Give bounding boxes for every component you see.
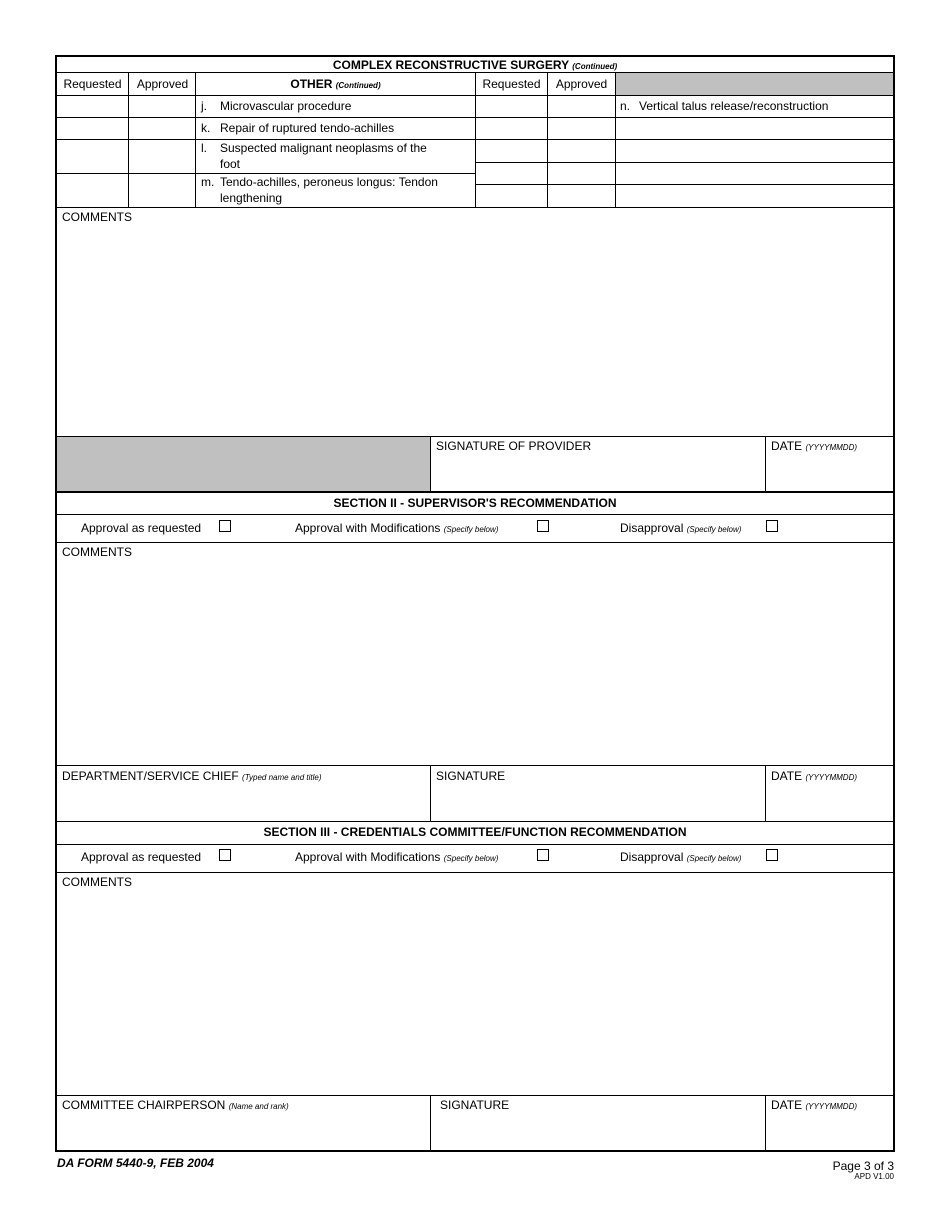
item-j-letter: j. xyxy=(201,99,207,113)
divider xyxy=(476,184,893,185)
item-j-label: Microvascular procedure xyxy=(220,99,352,113)
item-n-letter: n. xyxy=(620,99,631,113)
item-j-requested-cell[interactable] xyxy=(58,96,128,117)
s2-signature-label: SIGNATURE xyxy=(436,769,506,783)
section3-title: SECTION III - CREDENTIALS COMMITTEE/FUNCTION RECOMMENDATION xyxy=(263,825,687,839)
form-id: DA FORM 5440-9, FEB 2004 xyxy=(57,1156,214,1170)
s3-disapproval-checkbox[interactable] xyxy=(766,849,778,861)
divider xyxy=(765,437,766,491)
col-requested-header-right: Requested xyxy=(482,77,541,91)
s3-chair-field[interactable] xyxy=(58,1114,429,1149)
provider-signature-label: SIGNATURE OF PROVIDER xyxy=(436,439,592,453)
divider xyxy=(57,765,893,766)
item-j-approved-cell[interactable] xyxy=(129,96,195,117)
s2-approval-checkbox[interactable] xyxy=(219,520,231,532)
item-k-requested-cell[interactable] xyxy=(58,118,128,139)
item-m-letter: m. xyxy=(201,175,215,189)
s3-modifications-checkbox[interactable] xyxy=(537,849,549,861)
s3-approval-label: Approval as requested xyxy=(81,850,202,864)
shaded-header-cell xyxy=(616,73,893,95)
complex-surgery-title: COMPLEX RECONSTRUCTIVE SURGERY (Continued) xyxy=(332,58,618,72)
item-l-label-cont: foot xyxy=(220,157,241,171)
item-l-label: Suspected malignant neoplasms of the xyxy=(220,141,427,155)
divider xyxy=(57,207,893,208)
s3-comments-label: COMMENTS xyxy=(62,875,132,889)
provider-comments-field[interactable] xyxy=(58,226,892,435)
item-k-approved-cell[interactable] xyxy=(129,118,195,139)
s3-comments-field[interactable] xyxy=(58,891,892,1094)
divider xyxy=(476,162,893,163)
s2-date-field[interactable] xyxy=(767,785,892,820)
divider xyxy=(57,1095,893,1096)
other-header: OTHER (Continued) xyxy=(290,77,381,91)
version-label: APD V1.00 xyxy=(854,1172,894,1181)
s3-signature-label: SIGNATURE xyxy=(440,1098,510,1112)
s2-comments-field[interactable] xyxy=(58,561,892,764)
item-m-label: Tendo-achilles, peroneus longus: Tendon xyxy=(220,175,438,189)
divider xyxy=(765,1096,766,1150)
provider-date-field[interactable] xyxy=(767,455,892,490)
s3-disapproval-label: Disapproval (Specify below) xyxy=(620,850,742,864)
divider xyxy=(57,491,893,493)
item-k-letter: k. xyxy=(201,121,211,135)
divider xyxy=(430,437,431,491)
item-n-requested-cell[interactable] xyxy=(476,96,547,117)
provider-date-label: DATE (YYYYMMDD) xyxy=(771,439,858,453)
s2-comments-label: COMMENTS xyxy=(62,545,132,559)
col-approved-header: Approved xyxy=(136,77,189,91)
divider xyxy=(475,73,476,207)
s3-date-field[interactable] xyxy=(767,1114,892,1149)
s3-date-label: DATE (YYYYMMDD) xyxy=(771,1098,858,1112)
col-approved-header-right: Approved xyxy=(555,77,608,91)
item-n-approved-cell[interactable] xyxy=(548,96,615,117)
divider xyxy=(57,821,893,822)
s2-signature-field[interactable] xyxy=(432,785,764,820)
provider-signature-field[interactable] xyxy=(432,455,764,490)
divider xyxy=(57,542,893,543)
item-k-label: Repair of ruptured tendo-achilles xyxy=(220,121,395,135)
item-n-label: Vertical talus release/reconstruction xyxy=(639,99,829,113)
s3-approval-checkbox[interactable] xyxy=(219,849,231,861)
s2-modifications-checkbox[interactable] xyxy=(537,520,549,532)
divider xyxy=(57,514,893,515)
divider xyxy=(547,73,548,207)
shaded-cell xyxy=(57,437,430,491)
section2-title: SECTION II - SUPERVISOR'S RECOMMENDATION xyxy=(333,496,617,510)
s2-modifications-label: Approval with Modifications (Specify below) xyxy=(295,521,499,535)
s2-chief-field[interactable] xyxy=(58,785,429,820)
s2-disapproval-label: Disapproval (Specify below) xyxy=(620,521,742,535)
s2-approval-label: Approval as requested xyxy=(81,521,202,535)
divider xyxy=(195,73,196,207)
page-number: Page 3 of 3 xyxy=(832,1159,894,1173)
item-m-label-cont: lengthening xyxy=(220,191,283,205)
s3-modifications-label: Approval with Modifications (Specify below) xyxy=(295,850,499,864)
divider xyxy=(615,73,616,207)
provider-comments-label: COMMENTS xyxy=(62,210,132,224)
s2-chief-label: DEPARTMENT/SERVICE CHIEF (Typed name and title) xyxy=(62,769,322,783)
divider xyxy=(57,872,893,873)
item-m-approved-cell[interactable] xyxy=(129,174,195,207)
s2-date-label: DATE (YYYYMMDD) xyxy=(771,769,858,783)
s3-chair-label: COMMITTEE CHAIRPERSON (Name and rank) xyxy=(62,1098,289,1112)
divider xyxy=(430,766,431,821)
item-l-requested-cell[interactable] xyxy=(58,140,128,173)
s3-signature-field[interactable] xyxy=(432,1114,764,1149)
item-l-approved-cell[interactable] xyxy=(129,140,195,173)
divider xyxy=(430,1096,431,1150)
divider xyxy=(57,844,893,845)
item-l-letter: l. xyxy=(201,141,207,155)
s2-disapproval-checkbox[interactable] xyxy=(766,520,778,532)
col-requested-header: Requested xyxy=(63,77,122,91)
divider xyxy=(765,766,766,821)
item-m-requested-cell[interactable] xyxy=(58,174,128,207)
